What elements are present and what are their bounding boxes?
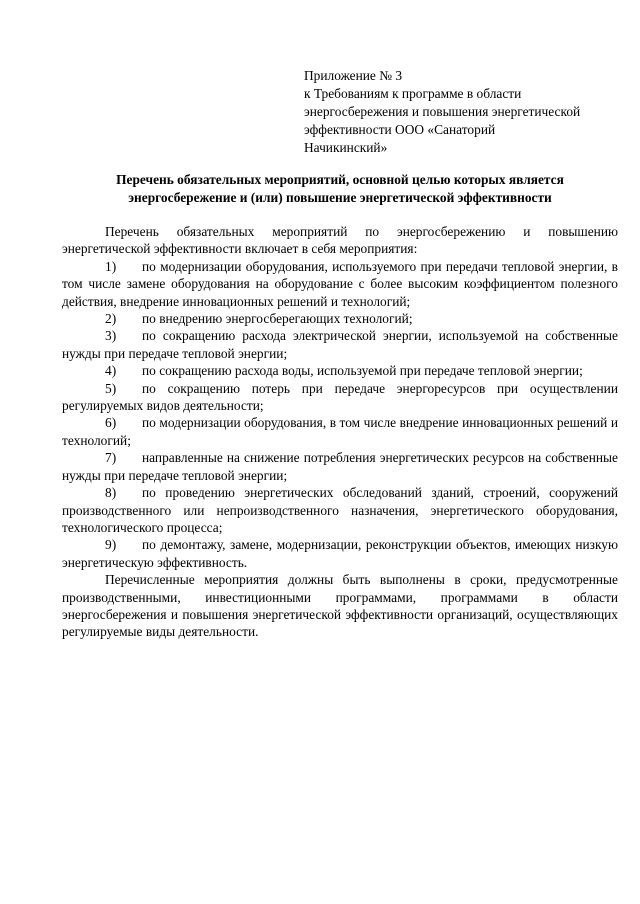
item-number: 4) bbox=[105, 363, 117, 379]
item-text: по модернизации оборудования, используемого при передачи тепловой энергии, в том числе замене оборудования на оборудование с более высоким коэффициентом полезного действия, внедрение инновационных решений и технологий; bbox=[62, 258, 618, 309]
item-text: по модернизации оборудования, в том числе внедрение инновационных решений и технологий; bbox=[62, 415, 618, 448]
item-number: 9) bbox=[105, 537, 117, 553]
list-item bbox=[62, 484, 618, 536]
item-number: 5) bbox=[105, 380, 117, 396]
list-item bbox=[62, 362, 618, 379]
document-title bbox=[62, 171, 618, 207]
item-number: 1) bbox=[105, 258, 117, 274]
item-number: 8) bbox=[105, 485, 117, 501]
appendix-header bbox=[304, 67, 624, 157]
list-item bbox=[62, 258, 618, 310]
intro-paragraph: Перечень обязательных мероприятий по энергосбережению и повышению энергетической эффективности включает в себя мероприятия: bbox=[62, 224, 618, 257]
title-line: Перечень обязательных мероприятий, основной целью которых является bbox=[116, 172, 564, 187]
document-body bbox=[62, 223, 618, 641]
item-text: по проведению энергетических обследований зданий, строений, сооружений производственного или непроизводственного назначения, энергетического оборудования, технологического процесса; bbox=[62, 485, 618, 535]
list-item bbox=[62, 310, 618, 327]
item-text: по демонтажу, замене, модернизации, реконструкции объектов, имеющих низкую энергетическую эффективность. bbox=[62, 537, 618, 570]
item-text: по сокращению потерь при передаче энергоресурсов при осуществлении регулируемых видов деятельности; bbox=[62, 380, 618, 414]
item-text: по внедрению энергосберегающих технологий; bbox=[142, 311, 413, 327]
list-item bbox=[62, 414, 618, 449]
item-text: по сокращению расхода воды, используемой при передаче тепловой энергии; bbox=[142, 363, 583, 379]
appendix-number: Приложение № 3 bbox=[304, 68, 403, 83]
list-item bbox=[62, 380, 618, 415]
title-line: энергосбережение и (или) повышение энергетической эффективности bbox=[128, 190, 552, 205]
item-number: 7) bbox=[105, 450, 117, 466]
item-number: 2) bbox=[105, 311, 117, 327]
item-number: 6) bbox=[105, 415, 117, 431]
item-text: по сокращению расхода электрической энергии, используемой на собственные нужды при передаче тепловой энергии; bbox=[62, 328, 618, 361]
appendix-line: Начикинский» bbox=[304, 140, 388, 155]
item-text: направленные на снижение потребления энергетических ресурсов на собственные нужды при передаче тепловой энергии; bbox=[62, 450, 618, 483]
list-item bbox=[62, 536, 618, 571]
list-item bbox=[62, 327, 618, 362]
appendix-line: эффективности ООО «Санаторий bbox=[304, 122, 496, 137]
item-number: 3) bbox=[105, 328, 117, 344]
closing-paragraph: Перечисленные мероприятия должны быть выполнены в сроки, предусмотренные производственными, инвестиционными программами, программами в области энергосбережения и повышения энергетической эффективности организаций, осуществляющих регулируемые виды деятельности. bbox=[62, 572, 618, 640]
appendix-line: энергосбережения и повышения энергетической bbox=[304, 104, 581, 119]
list-item bbox=[62, 449, 618, 484]
appendix-line: к Требованиям к программе в области bbox=[304, 86, 522, 101]
